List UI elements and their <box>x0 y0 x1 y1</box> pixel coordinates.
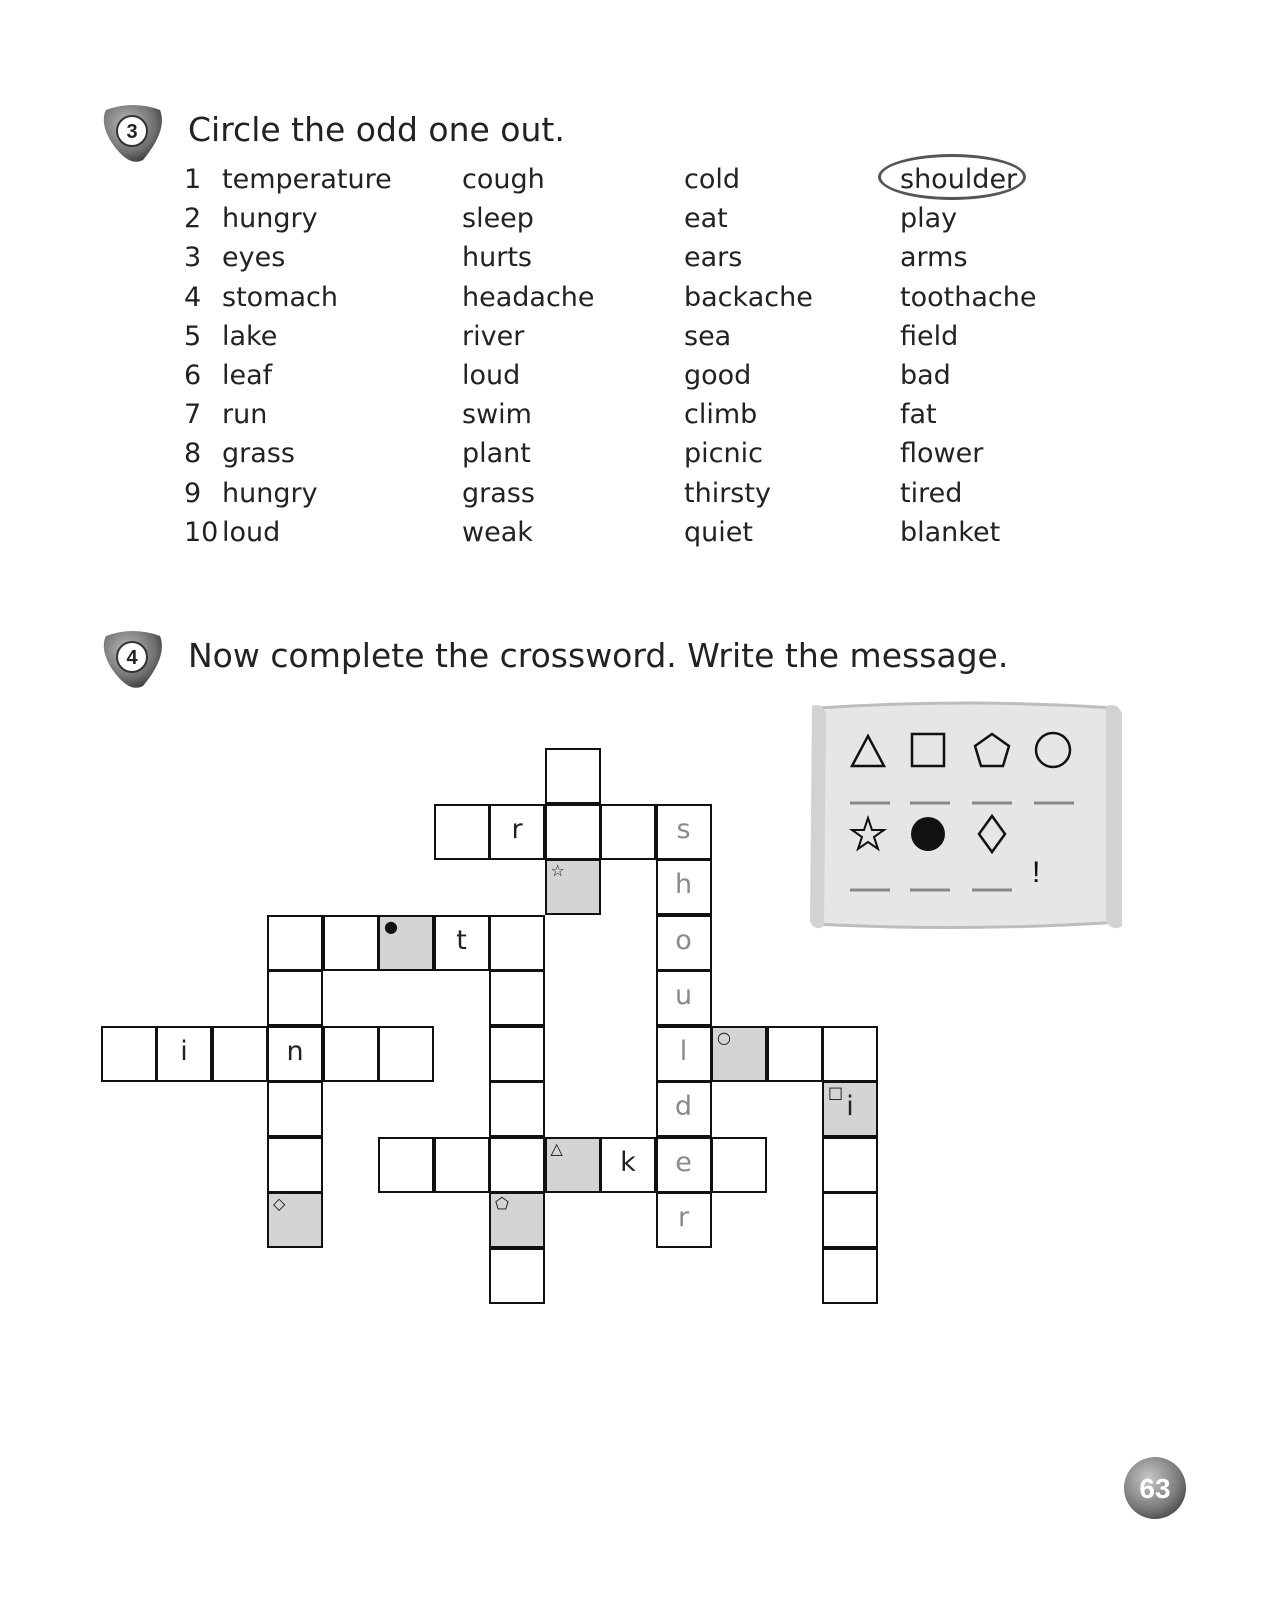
crossword-cell[interactable] <box>767 1026 823 1082</box>
cell-symbol-icon: ⬠ <box>495 1194 509 1213</box>
crossword-cell[interactable] <box>545 804 601 860</box>
crossword-cell[interactable] <box>656 1192 712 1248</box>
cell-symbol-icon: △ <box>550 1138 563 1158</box>
answer-word[interactable]: loud <box>222 516 281 548</box>
cell-letter: n <box>286 1035 304 1067</box>
crossword-cell[interactable] <box>656 1026 712 1082</box>
crossword-cell[interactable] <box>656 915 712 971</box>
item-number: 3 <box>184 242 202 274</box>
exercise-3-badge <box>98 100 168 166</box>
crossword-cell[interactable] <box>489 970 545 1026</box>
page-number-badge <box>1122 1455 1188 1521</box>
exercise-3-number: 3 <box>126 121 138 143</box>
crossword-cell[interactable] <box>489 1081 545 1137</box>
crossword-cell[interactable] <box>267 1026 323 1082</box>
answer-word[interactable]: fat <box>900 399 937 431</box>
cell-symbol-icon: ☆ <box>550 861 565 880</box>
answer-word[interactable]: climb <box>684 399 758 431</box>
cell-letter: o <box>675 924 692 956</box>
crossword-cell[interactable] <box>489 1026 545 1082</box>
crossword-cell[interactable] <box>711 1137 767 1193</box>
answer-word[interactable]: hungry <box>222 203 318 235</box>
crossword-cell[interactable] <box>656 970 712 1026</box>
crossword-cell[interactable] <box>267 1192 323 1248</box>
answer-word[interactable]: cold <box>684 164 741 195</box>
answer-word[interactable]: run <box>222 399 268 431</box>
crossword-cell[interactable] <box>545 859 601 915</box>
crossword-cell[interactable] <box>434 1137 490 1193</box>
crossword-cell[interactable] <box>489 915 545 971</box>
cell-symbol-icon: ● <box>384 916 398 936</box>
crossword-cell[interactable] <box>600 1137 656 1193</box>
cell-letter: s <box>676 813 691 845</box>
crossword-cell[interactable] <box>378 1137 434 1193</box>
crossword-cell[interactable] <box>378 915 434 971</box>
crossword-cell[interactable] <box>489 1192 545 1248</box>
answer-word[interactable]: eat <box>684 203 728 235</box>
item-number: 7 <box>184 399 202 431</box>
crossword-cell[interactable] <box>711 1026 767 1082</box>
answer-word[interactable]: grass <box>462 477 535 509</box>
answer-word[interactable]: bad <box>900 360 951 391</box>
page-number: 63 <box>1139 1473 1171 1504</box>
answer-word[interactable]: sea <box>684 320 732 352</box>
answer-word[interactable]: river <box>462 320 525 352</box>
answer-word[interactable]: tired <box>900 477 963 509</box>
answer-word[interactable]: eyes <box>222 242 286 274</box>
answer-word[interactable]: cough <box>462 164 545 195</box>
cell-letter: r <box>511 813 523 845</box>
answer-word[interactable]: field <box>900 320 959 352</box>
filled-circle-icon <box>911 817 945 851</box>
item-number: 10 <box>184 516 219 548</box>
answer-word[interactable]: temperature <box>222 164 392 195</box>
item-number: 6 <box>184 360 202 391</box>
answer-word[interactable]: headache <box>462 281 595 313</box>
crossword-cell[interactable] <box>656 1137 712 1193</box>
crossword-cell[interactable] <box>267 970 323 1026</box>
crossword-cell[interactable] <box>822 1081 878 1137</box>
cell-symbol-icon: ○ <box>717 1027 731 1047</box>
exercise-4-title: Now complete the crossword. Write the message. <box>188 636 1009 675</box>
answer-word[interactable]: blanket <box>900 516 1001 548</box>
exercise-3-title: Circle the odd one out. <box>188 110 565 149</box>
exercise-4-number: 4 <box>126 647 138 669</box>
message-ending: ! <box>1032 856 1041 889</box>
crossword-cell[interactable] <box>822 1026 878 1082</box>
item-number: 5 <box>184 320 202 352</box>
answer-word[interactable]: quiet <box>684 516 753 548</box>
answer-word[interactable]: play <box>900 203 958 235</box>
crossword-cell[interactable] <box>656 1081 712 1137</box>
answer-word[interactable]: thirsty <box>684 477 771 509</box>
crossword-cell[interactable] <box>378 1026 434 1082</box>
crossword-cell[interactable] <box>656 859 712 915</box>
answer-circle <box>878 154 1026 200</box>
answer-word[interactable]: sleep <box>462 203 534 235</box>
crossword-cell[interactable] <box>489 1137 545 1193</box>
answer-word[interactable]: ears <box>684 242 743 274</box>
cell-letter: l <box>679 1035 688 1067</box>
cell-letter: t <box>456 924 467 956</box>
answer-word[interactable]: plant <box>462 438 531 470</box>
crossword-cell[interactable] <box>600 804 656 860</box>
message-scroll <box>806 700 1126 936</box>
crossword-cell[interactable] <box>822 1137 878 1193</box>
cell-letter: u <box>674 980 693 1011</box>
crossword-cell[interactable] <box>822 1248 878 1304</box>
answer-word[interactable]: weak <box>462 516 533 548</box>
item-number: 1 <box>184 164 202 195</box>
item-number: 9 <box>184 477 202 509</box>
cell-letter: r <box>677 1202 690 1233</box>
cell-letter: i <box>846 1091 854 1122</box>
answer-word[interactable]: shoulder <box>900 164 1018 195</box>
item-number: 2 <box>184 203 202 235</box>
answer-word[interactable]: backache <box>684 281 813 313</box>
cell-symbol-icon: □ <box>828 1083 844 1102</box>
crossword-cell[interactable] <box>212 1026 268 1082</box>
crossword-cell[interactable] <box>267 915 323 971</box>
answer-word[interactable]: loud <box>462 360 521 391</box>
crossword-cell[interactable] <box>545 748 601 804</box>
answer-word[interactable]: good <box>684 360 752 391</box>
crossword-cell[interactable] <box>489 804 545 860</box>
answer-word[interactable]: lake <box>222 320 278 352</box>
answer-word[interactable]: toothache <box>900 281 1037 313</box>
answer-word[interactable]: arms <box>900 242 968 274</box>
cell-letter: i <box>180 1035 188 1067</box>
crossword-cell[interactable] <box>267 1081 323 1137</box>
crossword-cell[interactable] <box>434 804 490 860</box>
answer-word[interactable]: flower <box>900 438 984 470</box>
crossword-cell[interactable] <box>656 804 712 860</box>
crossword-cell[interactable] <box>323 915 379 971</box>
item-number: 8 <box>184 438 202 470</box>
crossword-cell[interactable] <box>545 1137 601 1193</box>
answer-word[interactable]: stomach <box>222 281 338 313</box>
answer-word[interactable]: hurts <box>462 242 532 274</box>
answer-word[interactable]: picnic <box>684 438 763 470</box>
crossword-cell[interactable] <box>267 1137 323 1193</box>
crossword-cell[interactable] <box>822 1192 878 1248</box>
crossword-cell[interactable] <box>156 1026 212 1082</box>
exercise-4-badge <box>98 626 168 692</box>
item-number: 4 <box>184 281 202 313</box>
cell-symbol-icon: ◇ <box>273 1194 286 1213</box>
answer-word[interactable]: swim <box>462 399 532 431</box>
crossword-cell[interactable] <box>101 1026 157 1082</box>
answer-word[interactable]: grass <box>222 438 295 470</box>
answer-word[interactable]: leaf <box>222 360 273 391</box>
crossword-cell[interactable] <box>434 915 490 971</box>
cell-letter: k <box>620 1146 636 1178</box>
crossword-cell[interactable] <box>323 1026 379 1082</box>
crossword-cell[interactable] <box>489 1248 545 1304</box>
answer-word[interactable]: hungry <box>222 477 318 509</box>
cell-letter: e <box>675 1146 692 1178</box>
cell-letter: h <box>674 869 693 900</box>
cell-letter: d <box>674 1091 693 1122</box>
